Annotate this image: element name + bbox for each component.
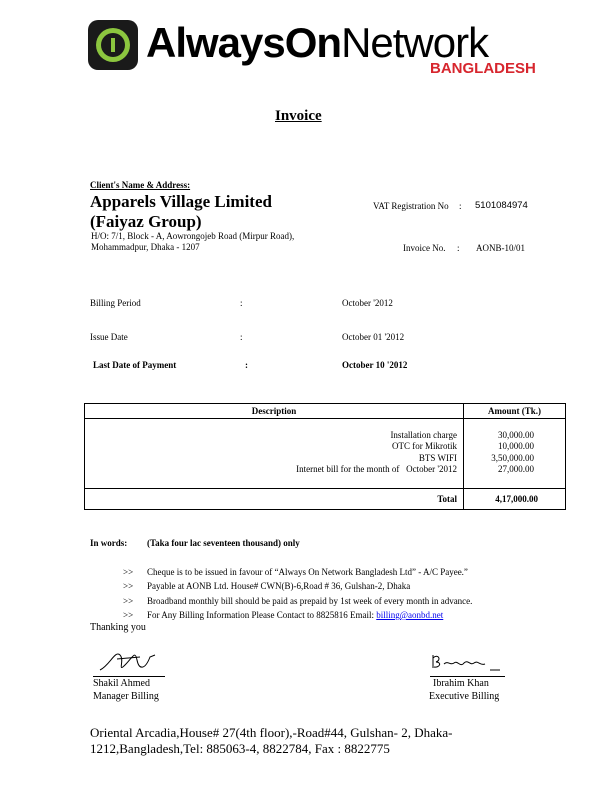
header-amount: Amount (Tk.) xyxy=(487,406,541,416)
note-bullet: >> xyxy=(123,567,134,577)
signature-line-right xyxy=(430,676,505,677)
billing-period-colon: : xyxy=(240,298,243,308)
client-label: Client's Name & Address: xyxy=(90,180,191,190)
note-item: Broadband monthly bill should be paid as prepaid by 1st week of every month in advance. xyxy=(147,596,473,606)
issue-date-label: Issue Date xyxy=(90,332,128,342)
signatory-name: Ibrahim Khan xyxy=(433,678,489,689)
billing-period-value: October '2012 xyxy=(342,298,393,308)
note-bullet: >> xyxy=(123,581,134,591)
signatory-title: Executive Billing xyxy=(429,691,500,702)
signatory-title: Manager Billing xyxy=(93,691,159,702)
logo-text-bold: AlwaysOn xyxy=(146,19,342,66)
in-words-value: (Taka four lac seventeen thousand) only xyxy=(147,538,300,548)
table-row-amount: 27,000.00 xyxy=(498,463,534,474)
client-name: Apparels Village Limited (Faiyaz Group) xyxy=(90,192,272,231)
note-item: Cheque is to be issued in favour of “Always On Network Bangladesh Ltd” - A/C Payee.” xyxy=(147,567,468,577)
note-bullet: >> xyxy=(123,596,134,606)
last-date-value: October 10 '2012 xyxy=(342,360,408,370)
client-address: H/O: 7/1, Block - A, Aowrongojeb Road (Mirpur Road), Mohammadpur, Dhaka - 1207 xyxy=(91,231,295,252)
logo-subtitle: BANGLADESH xyxy=(430,60,536,77)
invoice-no-value: AONB-10/01 xyxy=(476,243,525,253)
billing-email-link[interactable]: billing@aonbd.net xyxy=(376,610,444,620)
table-row-description: Internet bill for the month of October '2012 xyxy=(296,463,457,474)
table-row-amount: 10,000.00 xyxy=(498,441,534,452)
table-row-description: Installation charge xyxy=(390,430,457,440)
last-date-label: Last Date of Payment xyxy=(93,360,177,370)
signature-right xyxy=(430,650,505,675)
vat-label: VAT Registration No xyxy=(373,201,449,211)
billing-period-label: Billing Period xyxy=(90,298,141,308)
table-row-amount: 30,000.00 xyxy=(498,430,534,440)
table-row-description: OTC for Mikrotik xyxy=(392,441,457,452)
signature-line-left xyxy=(93,676,165,677)
total-label: Total xyxy=(437,494,457,504)
logo-wordmark xyxy=(146,19,489,66)
header-description: Description xyxy=(251,406,297,416)
signature-left xyxy=(95,645,165,675)
invoice-title: Invoice xyxy=(275,108,322,124)
in-words-label: In words: xyxy=(90,538,128,548)
vat-value: 5101084974 xyxy=(475,200,528,211)
last-date-colon: : xyxy=(245,360,248,370)
thanks-text: Thanking you xyxy=(90,622,146,633)
invoice-table xyxy=(84,403,566,510)
vat-colon: : xyxy=(459,201,462,211)
invoice-no-label: Invoice No. xyxy=(403,243,446,253)
table-row-amount: 3,50,000.00 xyxy=(491,452,534,463)
logo-text-regular: Network xyxy=(341,19,489,66)
note-bullet: >> xyxy=(123,610,134,620)
signatory-name: Shakil Ahmed xyxy=(93,678,150,689)
issue-date-value: October 01 '2012 xyxy=(342,332,405,342)
invoice-no-colon: : xyxy=(457,243,460,253)
issue-date-colon: : xyxy=(240,332,243,342)
table-row-description: BTS WIFI xyxy=(418,452,457,463)
total-value: 4,17,000.00 xyxy=(495,494,538,504)
footer-address: Oriental Arcadia,House# 27(4th floor),-Road#44, Gulshan- 2, Dhaka-1212,Bangladesh,Tel: 885063-4, 8822784, Fax : 8822775 xyxy=(90,725,453,756)
note-item xyxy=(147,610,443,620)
note-item: Payable at AONB Ltd. House# CWN(B)-6,Road # 36, Gulshan-2, Dhaka xyxy=(147,581,411,591)
logo-power-button-icon xyxy=(88,20,138,70)
note-text: For Any Billing Information Please Contact to 8825816 Email: xyxy=(147,610,377,620)
